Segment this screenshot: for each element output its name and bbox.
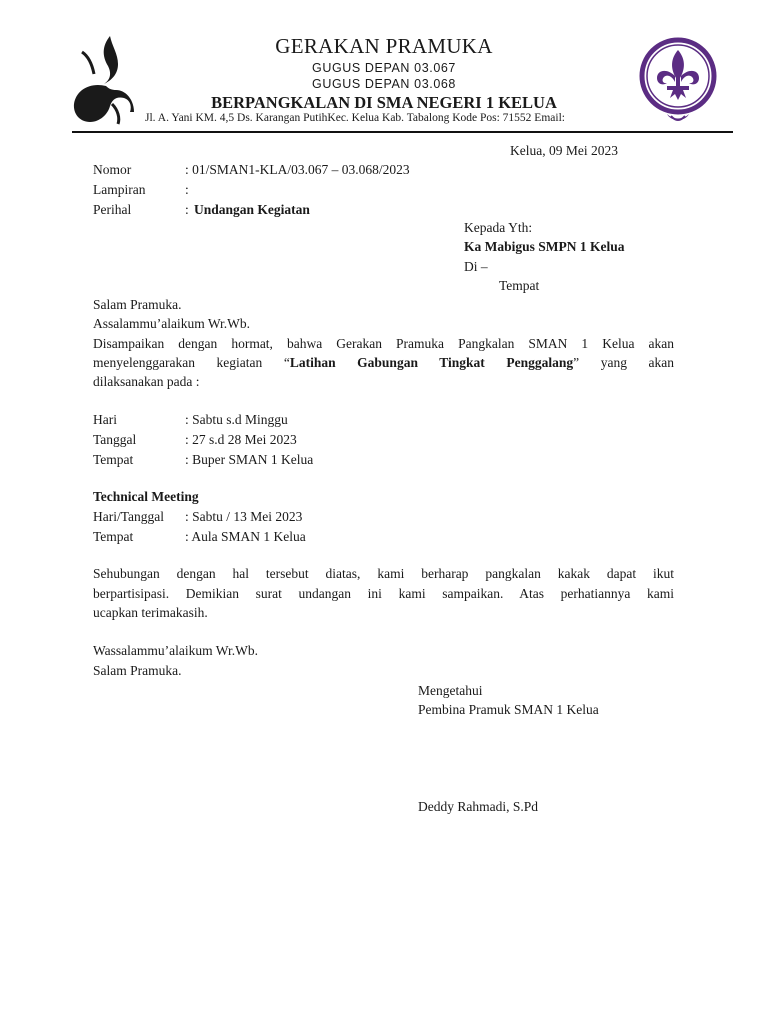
event-label-tanggal: Tanggal	[93, 432, 137, 447]
closing-line-1: Sehubungan dengan hal tersebut diatas, kami berharap pangkalan kakak dapat ikut	[93, 566, 674, 581]
meta-value-perihal: Undangan Kegiatan	[194, 202, 310, 217]
recipient-line-1: Kepada Yth:	[464, 220, 533, 235]
recipient-line-3: Di –	[464, 259, 488, 274]
tm-label-tempat: Tempat	[93, 529, 134, 544]
recipient-line-2: Ka Mabigus SMPN 1 Kelua	[464, 239, 625, 254]
meta-label-nomor: Nomor	[93, 162, 132, 177]
meta-label-lampiran: Lampiran	[93, 182, 146, 197]
org-title-sub: PRAMUKA	[385, 34, 493, 58]
event-value-tempat: : Buper SMAN 1 Kelua	[185, 452, 314, 467]
intro-line-2-post: ” yang akan	[573, 355, 675, 370]
event-value-hari: : Sabtu s.d Minggu	[185, 412, 288, 427]
base-school: BERPANGKALAN DI SMA NEGERI 1 KELUA	[211, 93, 557, 112]
event-label-hari: Hari	[93, 412, 117, 427]
meta-label-perihal: Perihal	[93, 202, 132, 217]
header-divider	[72, 131, 733, 133]
intro-line-3: dilaksanakan pada :	[93, 374, 200, 389]
event-name: Latihan Gabungan Tingkat Penggalang	[289, 355, 574, 370]
closing-line-2: berpartisipasi. Demikian surat undangan ini kami sampaikan. Atas perhatiannya kami	[93, 586, 674, 601]
signature-line-2: Pembina Pramuk SMAN 1 Kelua	[418, 702, 599, 717]
intro-line-2-pre: menyelenggarakan kegiatan “	[93, 355, 290, 370]
event-value-tanggal: : 27 s.d 28 Mei 2023	[185, 432, 297, 447]
farewell-line-2: Salam Pramuka.	[93, 663, 182, 678]
gugus-depan-1: GUGUS DEPAN 03.067	[312, 61, 456, 75]
meta-value-lampiran: :	[185, 182, 189, 197]
letter-date: Kelua, 09 Mei 2023	[510, 143, 618, 158]
gugus-depan-2: GUGUS DEPAN 03.068	[312, 77, 456, 91]
intro-line-2	[93, 353, 674, 373]
recipient-line-4: Tempat	[499, 278, 540, 293]
technical-meeting-title: Technical Meeting	[93, 489, 199, 504]
meta-colon-perihal: :	[185, 202, 189, 217]
intro-line-1: Disampaikan dengan hormat, bahwa Gerakan Pramuka Pangkalan SMAN 1 Kelua akan	[93, 336, 674, 351]
greeting-line-2: Assalammu’alaikum Wr.Wb.	[93, 316, 251, 331]
farewell-line-1: Wassalammu’alaikum Wr.Wb.	[93, 643, 258, 658]
wosm-fleur-de-lis-logo-icon	[637, 36, 719, 124]
tm-label-hari-tanggal: Hari/Tanggal	[93, 509, 165, 524]
event-label-tempat: Tempat	[93, 452, 134, 467]
meta-value-nomor: : 01/SMAN1-KLA/03.067 – 03.068/2023	[185, 162, 410, 177]
signature-line-1: Mengetahui	[418, 683, 483, 698]
org-title-main: GERAKAN	[275, 34, 381, 58]
tm-value-hari-tanggal: : Sabtu / 13 Mei 2023	[185, 509, 303, 524]
signatory-name: Deddy Rahmadi, S.Pd	[418, 799, 538, 814]
closing-line-3: ucapkan terimakasih.	[93, 605, 208, 620]
tm-value-tempat: : Aula SMAN 1 Kelua	[185, 529, 306, 544]
address-line: Jl. A. Yani KM. 4,5 Ds. Karangan PutihKec. Kelua Kab. Tabalong Kode Pos: 71552 Email:	[145, 112, 565, 124]
greeting-line-1: Salam Pramuka.	[93, 297, 182, 312]
